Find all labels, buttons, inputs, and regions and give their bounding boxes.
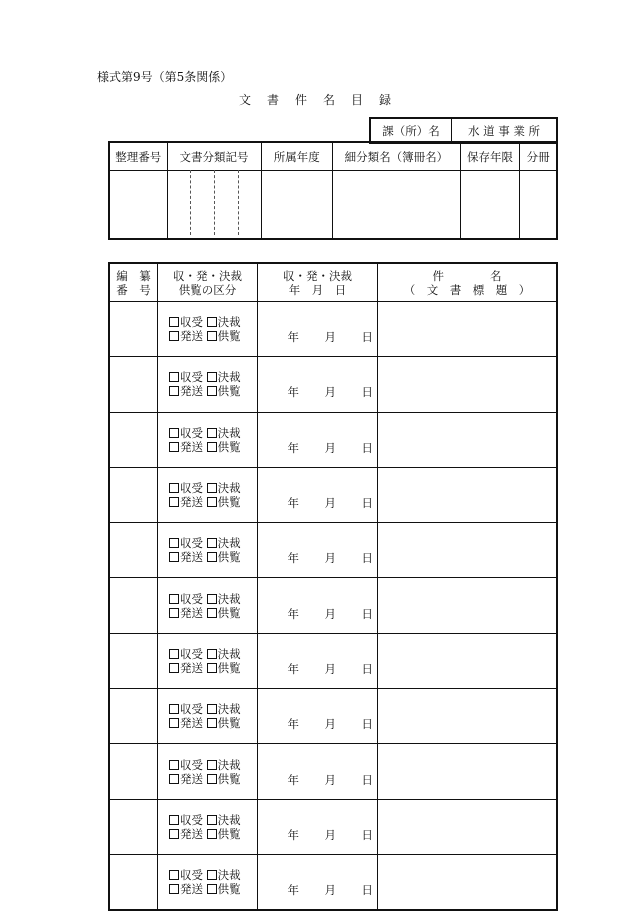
decide-checkbox[interactable] bbox=[207, 760, 217, 770]
decide-checkbox[interactable] bbox=[207, 483, 217, 493]
header-volume: 分冊 bbox=[520, 142, 557, 171]
day-unit: 日 bbox=[361, 551, 373, 566]
classification-table bbox=[108, 141, 558, 240]
document-kind-cell: 収受 決裁 発送 供覧 bbox=[158, 744, 258, 799]
document-kind-cell: 収受 決裁 発送 供覧 bbox=[158, 578, 258, 633]
day-unit: 日 bbox=[361, 827, 373, 842]
decide-checkbox[interactable] bbox=[207, 372, 217, 382]
header-retention-period: 保存年限 bbox=[460, 142, 519, 171]
year-unit: 年 bbox=[287, 385, 299, 400]
document-kind-cell: 収受 決裁 発送 供覧 bbox=[158, 633, 258, 688]
register-row bbox=[109, 744, 557, 799]
document-register-table bbox=[108, 262, 558, 911]
circulate-checkbox[interactable] bbox=[207, 331, 217, 341]
subject-cell[interactable] bbox=[378, 523, 558, 578]
receive-checkbox[interactable] bbox=[169, 372, 179, 382]
receive-checkbox[interactable] bbox=[169, 538, 179, 548]
cell-fiscal-year[interactable] bbox=[261, 171, 332, 240]
decide-checkbox[interactable] bbox=[207, 815, 217, 825]
decide-checkbox[interactable] bbox=[207, 317, 217, 327]
month-unit: 月 bbox=[324, 717, 336, 732]
decide-checkbox[interactable] bbox=[207, 594, 217, 604]
circulate-checkbox[interactable] bbox=[207, 497, 217, 507]
year-unit: 年 bbox=[287, 330, 299, 345]
register-row bbox=[109, 689, 557, 744]
compile-number-cell[interactable] bbox=[109, 854, 158, 910]
header-fiscal-year: 所属年度 bbox=[261, 142, 332, 171]
compile-number-cell[interactable] bbox=[109, 357, 158, 412]
code-divider bbox=[190, 170, 191, 235]
header-classification-code: 文書分類記号 bbox=[167, 142, 261, 171]
cell-management-number[interactable] bbox=[109, 171, 167, 240]
department-value: 水 道 事 業 所 bbox=[452, 118, 558, 144]
send-checkbox[interactable] bbox=[169, 608, 179, 618]
register-row bbox=[109, 412, 557, 467]
year-unit: 年 bbox=[287, 606, 299, 621]
decide-checkbox[interactable] bbox=[207, 538, 217, 548]
send-checkbox[interactable] bbox=[169, 829, 179, 839]
date-cell[interactable] bbox=[258, 689, 378, 744]
receive-checkbox[interactable] bbox=[169, 428, 179, 438]
subject-cell[interactable] bbox=[378, 467, 558, 522]
receive-checkbox[interactable] bbox=[169, 870, 179, 880]
register-row bbox=[109, 854, 557, 910]
register-row bbox=[109, 357, 557, 412]
date-cell[interactable] bbox=[258, 467, 378, 522]
year-unit: 年 bbox=[287, 551, 299, 566]
circulate-checkbox[interactable] bbox=[207, 442, 217, 452]
compile-number-cell[interactable] bbox=[109, 578, 158, 633]
circulate-checkbox[interactable] bbox=[207, 774, 217, 784]
cell-subcategory[interactable] bbox=[332, 171, 460, 240]
title-char: 名 bbox=[323, 93, 336, 107]
document-kind-cell: 収受 決裁 発送 供覧 bbox=[158, 854, 258, 910]
subject-cell[interactable] bbox=[378, 412, 558, 467]
subject-cell[interactable] bbox=[378, 744, 558, 799]
month-unit: 月 bbox=[324, 330, 336, 345]
subject-cell[interactable] bbox=[378, 357, 558, 412]
year-unit: 年 bbox=[287, 440, 299, 455]
day-unit: 日 bbox=[361, 661, 373, 676]
document-kind-cell: 収受 決裁 発送 供覧 bbox=[158, 357, 258, 412]
subject-cell[interactable] bbox=[378, 799, 558, 854]
compile-number-cell[interactable] bbox=[109, 523, 158, 578]
compile-number-cell[interactable] bbox=[109, 633, 158, 688]
code-divider bbox=[238, 170, 239, 235]
month-unit: 月 bbox=[324, 551, 336, 566]
receive-checkbox[interactable] bbox=[169, 483, 179, 493]
date-cell[interactable] bbox=[258, 854, 378, 910]
decide-checkbox[interactable] bbox=[207, 649, 217, 659]
date-cell[interactable] bbox=[258, 799, 378, 854]
date-cell[interactable] bbox=[258, 633, 378, 688]
cell-volume[interactable] bbox=[520, 171, 557, 240]
title-char: 文 bbox=[238, 93, 251, 107]
compile-number-cell[interactable] bbox=[109, 799, 158, 854]
date-cell[interactable] bbox=[258, 302, 378, 357]
circulate-checkbox[interactable] bbox=[207, 884, 217, 894]
year-unit: 年 bbox=[287, 661, 299, 676]
header-subcategory: 細分類名（簿冊名） bbox=[332, 142, 460, 171]
receive-checkbox[interactable] bbox=[169, 649, 179, 659]
day-unit: 日 bbox=[361, 772, 373, 787]
department-table bbox=[369, 117, 558, 144]
circulate-checkbox[interactable] bbox=[207, 718, 217, 728]
day-unit: 日 bbox=[361, 385, 373, 400]
form-number-label: 様式第9号（第5条関係） bbox=[97, 70, 233, 84]
subject-cell[interactable] bbox=[378, 633, 558, 688]
circulate-checkbox[interactable] bbox=[207, 386, 217, 396]
compile-number-cell[interactable] bbox=[109, 467, 158, 522]
header-compile-number: 編 纂 番 号 bbox=[109, 263, 158, 302]
send-checkbox[interactable] bbox=[169, 718, 179, 728]
day-unit: 日 bbox=[361, 717, 373, 732]
circulate-checkbox[interactable] bbox=[207, 608, 217, 618]
send-checkbox[interactable] bbox=[169, 552, 179, 562]
send-checkbox[interactable] bbox=[169, 331, 179, 341]
month-unit: 月 bbox=[324, 496, 336, 511]
document-kind-cell: 収受 決裁 発送 供覧 bbox=[158, 799, 258, 854]
month-unit: 月 bbox=[324, 883, 336, 898]
title-char: 録 bbox=[379, 93, 392, 107]
circulate-checkbox[interactable] bbox=[207, 663, 217, 673]
document-kind-cell: 収受 決裁 発送 供覧 bbox=[158, 689, 258, 744]
compile-number-cell[interactable] bbox=[109, 302, 158, 357]
send-checkbox[interactable] bbox=[169, 663, 179, 673]
month-unit: 月 bbox=[324, 772, 336, 787]
send-checkbox[interactable] bbox=[169, 884, 179, 894]
date-cell[interactable] bbox=[258, 523, 378, 578]
year-unit: 年 bbox=[287, 827, 299, 842]
year-unit: 年 bbox=[287, 883, 299, 898]
header-subject: 件 名 （ 文 書 標 題 ） bbox=[378, 263, 558, 302]
date-cell[interactable] bbox=[258, 412, 378, 467]
date-cell[interactable] bbox=[258, 744, 378, 799]
register-row bbox=[109, 523, 557, 578]
header-management-number: 整理番号 bbox=[109, 142, 167, 171]
document-kind-cell: 収受 決裁 発送 供覧 bbox=[158, 523, 258, 578]
decide-checkbox[interactable] bbox=[207, 704, 217, 714]
receive-checkbox[interactable] bbox=[169, 704, 179, 714]
send-checkbox[interactable] bbox=[169, 442, 179, 452]
day-unit: 日 bbox=[361, 606, 373, 621]
subject-cell[interactable] bbox=[378, 854, 558, 910]
year-unit: 年 bbox=[287, 772, 299, 787]
date-cell[interactable] bbox=[258, 578, 378, 633]
compile-number-cell[interactable] bbox=[109, 412, 158, 467]
send-checkbox[interactable] bbox=[169, 774, 179, 784]
subject-cell[interactable] bbox=[378, 689, 558, 744]
month-unit: 月 bbox=[324, 440, 336, 455]
month-unit: 月 bbox=[324, 827, 336, 842]
register-row bbox=[109, 467, 557, 522]
receive-checkbox[interactable] bbox=[169, 594, 179, 604]
register-row bbox=[109, 799, 557, 854]
day-unit: 日 bbox=[361, 330, 373, 345]
cell-retention-period[interactable] bbox=[460, 171, 519, 240]
code-divider bbox=[214, 170, 215, 235]
date-cell[interactable] bbox=[258, 357, 378, 412]
subject-cell[interactable] bbox=[378, 302, 558, 357]
document-title bbox=[0, 91, 630, 108]
title-char: 件 bbox=[294, 93, 307, 107]
receive-checkbox[interactable] bbox=[169, 760, 179, 770]
register-row bbox=[109, 302, 557, 357]
header-date: 収・発・決裁 年 月 日 bbox=[258, 263, 378, 302]
day-unit: 日 bbox=[361, 496, 373, 511]
header-document-kind: 収・発・決裁 供覧の区分 bbox=[158, 263, 258, 302]
decide-checkbox[interactable] bbox=[207, 870, 217, 880]
title-char: 書 bbox=[266, 93, 279, 107]
year-unit: 年 bbox=[287, 496, 299, 511]
decide-checkbox[interactable] bbox=[207, 428, 217, 438]
receive-checkbox[interactable] bbox=[169, 317, 179, 327]
document-kind-cell: 収受 決裁 発送 供覧 bbox=[158, 302, 258, 357]
compile-number-cell[interactable] bbox=[109, 744, 158, 799]
compile-number-cell[interactable] bbox=[109, 689, 158, 744]
send-checkbox[interactable] bbox=[169, 497, 179, 507]
year-unit: 年 bbox=[287, 717, 299, 732]
circulate-checkbox[interactable] bbox=[207, 829, 217, 839]
day-unit: 日 bbox=[361, 883, 373, 898]
month-unit: 月 bbox=[324, 661, 336, 676]
department-label: 課（所）名 bbox=[370, 118, 452, 144]
register-row bbox=[109, 633, 557, 688]
circulate-checkbox[interactable] bbox=[207, 552, 217, 562]
receive-checkbox[interactable] bbox=[169, 815, 179, 825]
subject-cell[interactable] bbox=[378, 578, 558, 633]
document-kind-cell: 収受 決裁 発送 供覧 bbox=[158, 412, 258, 467]
day-unit: 日 bbox=[361, 440, 373, 455]
title-char: 目 bbox=[351, 93, 364, 107]
document-kind-cell: 収受 決裁 発送 供覧 bbox=[158, 467, 258, 522]
month-unit: 月 bbox=[324, 385, 336, 400]
send-checkbox[interactable] bbox=[169, 386, 179, 396]
register-row bbox=[109, 578, 557, 633]
month-unit: 月 bbox=[324, 606, 336, 621]
